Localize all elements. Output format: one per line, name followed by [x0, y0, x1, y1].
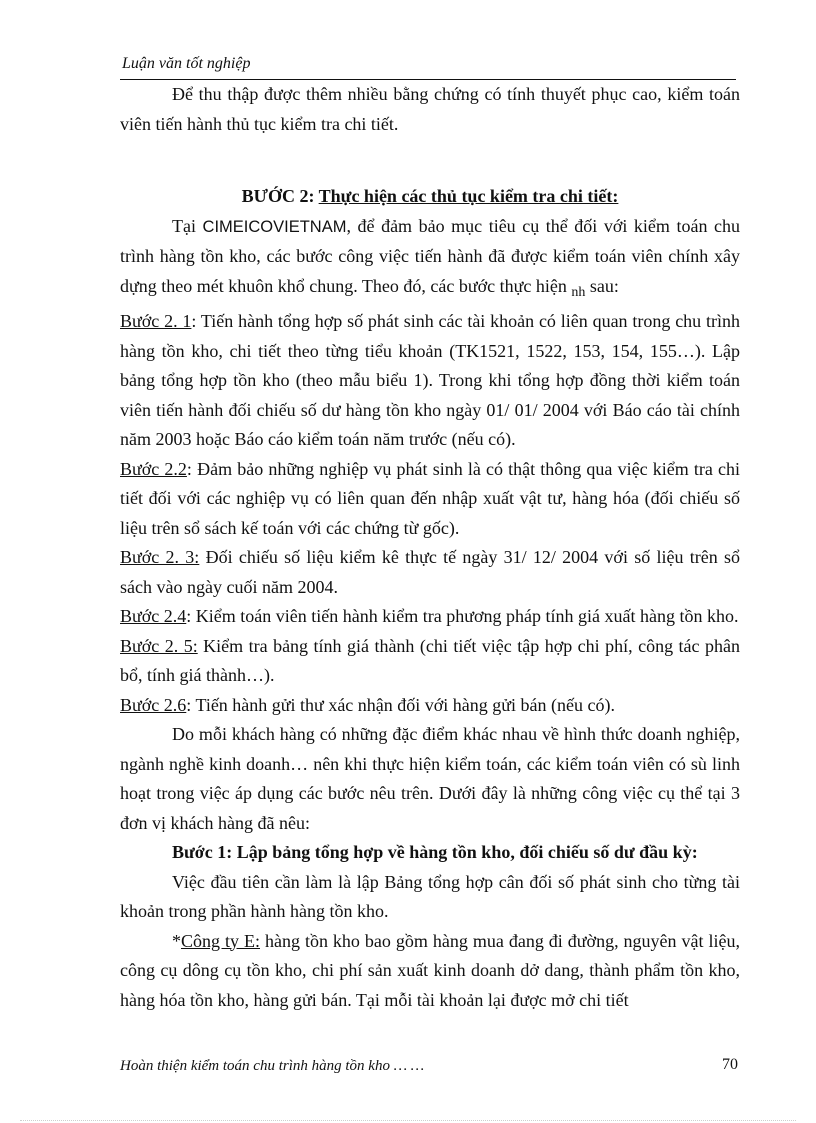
step-label: Bước 2. 3: [120, 547, 200, 567]
step-label: Bước 2. 5: [120, 635, 198, 656]
company-e-label: Công ty E: [181, 930, 260, 951]
section-intro-suffix: sau: [585, 275, 619, 296]
running-header: Luận văn tốt nghiệp [122, 55, 251, 72]
section-intro-paragraph [120, 212, 740, 308]
step-text: Đối chiếu số liệu kiểm kê thực tế ngày 31/ 12/ 2004 với số liệu trên sổ sách vào ngày cuối năm 2004. [120, 547, 740, 597]
intro-block [120, 80, 740, 139]
section-label: BƯỚC 2: [241, 186, 319, 206]
main-block [120, 182, 740, 1015]
section-title: Thực hiện các thủ tục kiểm tra chi tiết: [318, 186, 619, 206]
step-label: Bước 2.2 [120, 458, 187, 479]
company-e-bullet: * [172, 930, 181, 951]
step-paragraph [120, 455, 740, 544]
step-paragraph [120, 307, 740, 455]
section-intro-prefix: Tại [172, 215, 203, 236]
step-text: : Tiến hành tổng hợp số phát sinh các tài khoản có liên quan trong chu trình hàng tồn kho, chi tiết theo từng tiểu khoản (TK1521, 1522, 153, 154, 155…). Lập bảng tổng hợp tồn kho (theo mẫu biểu 1). Trong khi tổng hợp đồng thời kiểm toán viên tiến hành đối chiếu số dư hàng tồn kho ngày 01/ 01/ 2004 với Báo cáo tài chính năm 2003 hoặc Báo cáo kiểm toán năm trước (nếu có). [120, 311, 740, 449]
step-paragraph [120, 632, 740, 691]
step-paragraph [120, 602, 740, 632]
company-name: CIMEICOVIETNAM [202, 217, 347, 236]
step1-heading: Bước 1: Lập bảng tổng hợp về hàng tồn kho, đối chiếu số dư đầu kỳ: [172, 842, 698, 862]
step-label: Bước 2. 1 [120, 311, 192, 331]
section-heading [120, 182, 740, 212]
step-text: : Tiến hành gửi thư xác nhận đối với hàng gửi bán (nếu có). [186, 694, 616, 715]
step-paragraph [120, 691, 740, 721]
stray-text: nh [571, 284, 586, 300]
differences-paragraph: Do mỗi khách hàng có những đặc điểm khác nhau về hình thức doanh nghiệp, ngành nghề kinh doanh… nên khi thực hiện kiểm toán, các kiểm toán viên có sù linh hoạt trong việc áp dụng các bước nêu trên. Dưới đây là những công việc cụ thể tại 3 đơn vị khách hàng đã nêu: [120, 724, 740, 833]
step-label: Bước 2.6 [120, 694, 187, 715]
step-text: : Đảm bảo những nghiệp vụ phát sinh là có thật thông qua việc kiểm tra chi tiết đối với các nghiệp vụ có liên quan đến nhập xuất vật tư, hàng hóa (đối chiếu số liệu trên sổ sách kế toán với các chứng từ gốc). [120, 458, 740, 538]
page-bottom-border [20, 1120, 796, 1121]
company-e-paragraph [120, 927, 740, 1016]
step-text: Kiểm tra bảng tính giá thành (chi tiết việc tập hợp chi phí, công tác phân bổ, tính giá thành…). [120, 635, 740, 685]
step-paragraph [120, 543, 740, 602]
page-number: 70 [722, 1056, 738, 1073]
company-e-text: hàng tồn kho bao gồm hàng mua đang đi đường, nguyên vật liệu, công cụ dông cụ tồn kho, chi phí sản xuất kinh doanh dở dang, thành phẩm tồn kho, hàng hóa tồn kho, hàng gửi bán. Tại mỗi tài khoản lại được mở chi tiết [120, 930, 740, 1010]
step-label: Bước 2.4 [120, 606, 187, 626]
step-text: : Kiểm toán viên tiến hành kiểm tra phương pháp tính giá xuất hàng tồn kho. [186, 606, 739, 626]
running-footer: Hoàn thiện kiểm toán chu trình hàng tồn kho … … [120, 1058, 425, 1074]
first-task-paragraph: Việc đầu tiên cần làm là lập Bảng tổng hợp cân đối số phát sinh cho từng tài khoản trong phần hành hàng tồn kho. [120, 871, 740, 921]
intro-paragraph: Để thu thập được thêm nhiều bằng chứng có tính thuyết phục cao, kiểm toán viên tiến hành thủ tục kiểm tra chi tiết. [120, 84, 740, 134]
section-intro-text: , để đảm bảo mục tiêu cụ thể đối với kiểm toán chu trình hàng tồn kho, các bước công việc tiến hành đã được kiểm toán viên chính xây dựng theo mét khuôn khổ chung. Theo đó, các bước thực hiện [120, 215, 740, 296]
